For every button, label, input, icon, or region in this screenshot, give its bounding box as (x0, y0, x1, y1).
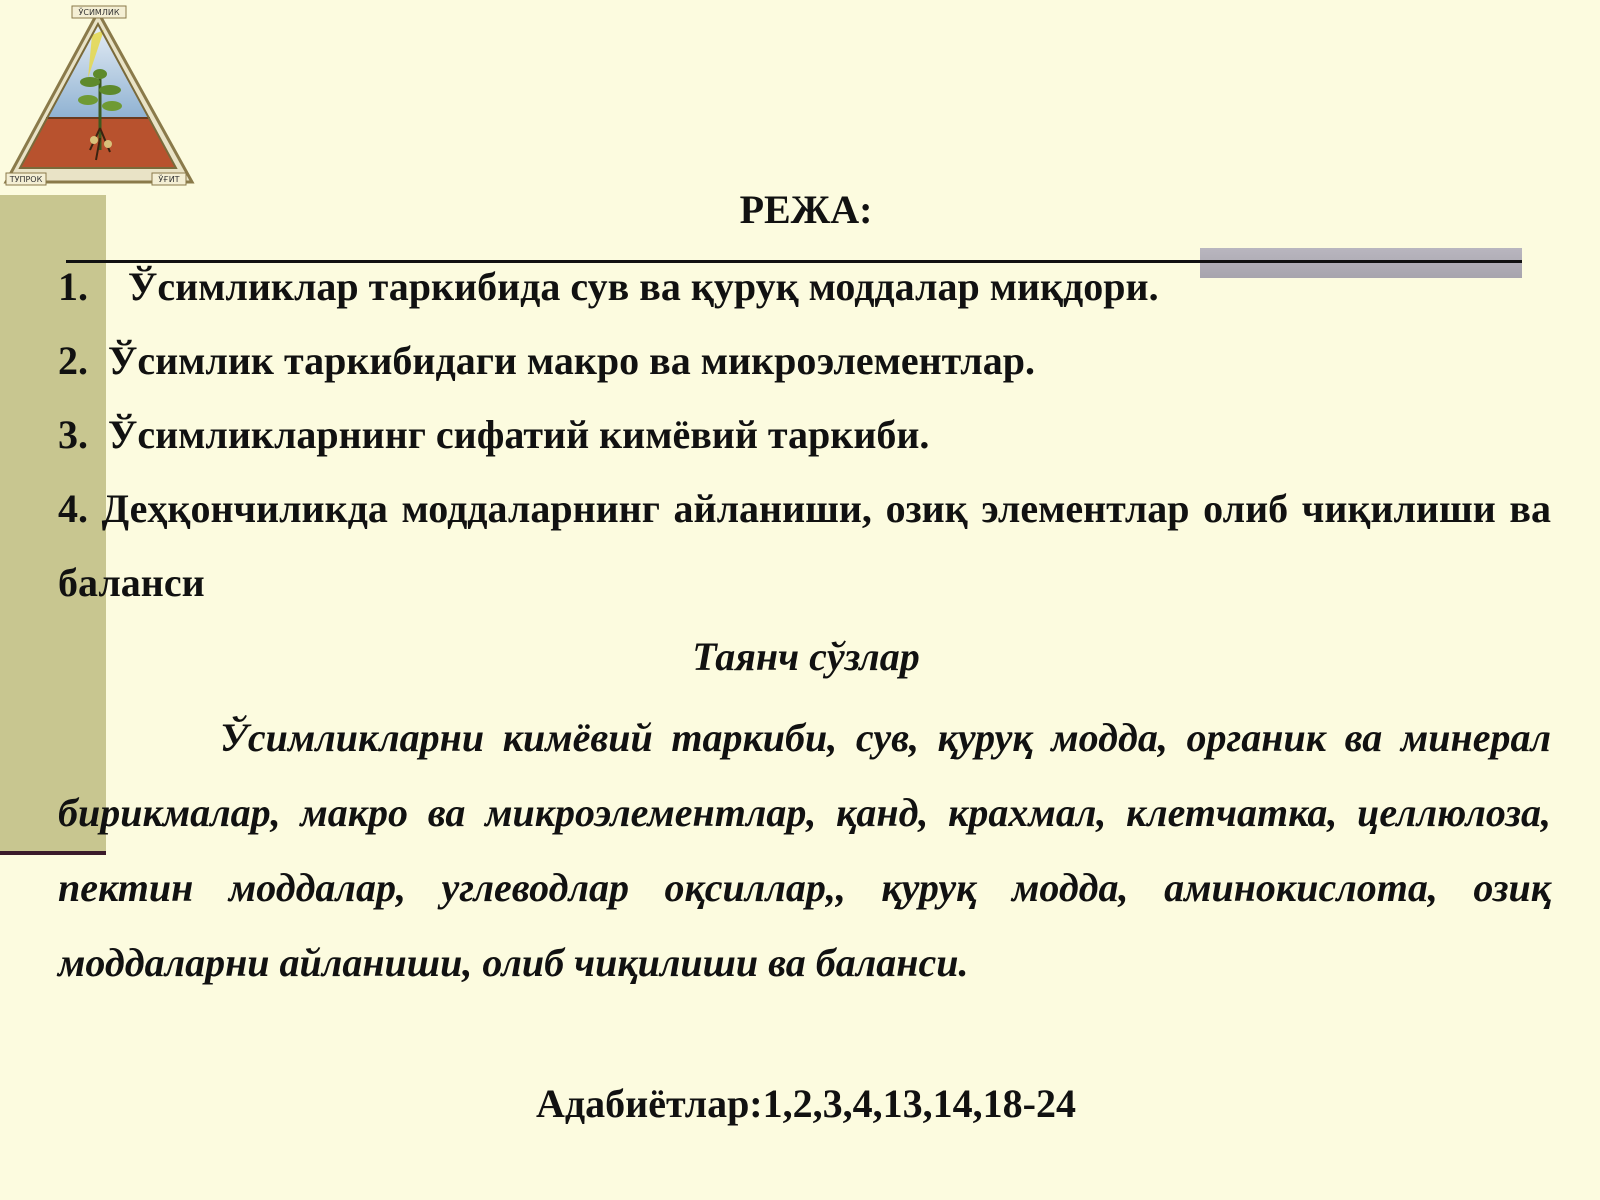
references-line: Адабиётлар:1,2,3,4,13,14,18-24 (536, 1081, 1076, 1126)
plan-item-text: Ўсимликлар таркибида сув ва қуруқ моддалар миқдори. (128, 264, 1159, 309)
logo (0, 0, 200, 195)
plan-item-number: 4. (58, 486, 88, 531)
keywords-paragraph: Ўсимликларни кимёвий таркиби, сув, қуруқ модда, органик ва минерал бирикмалар, макро ва микроэлементлар, қанд, крахмал, клетчатка, целлюлоза, пектин моддалар, углеводлар оқсиллар,, қуруқ модда, аминокислота, озиқ моддаларни айланиши, олиб чиқилиши ва баланси. (58, 715, 1551, 985)
plan-item (58, 250, 1551, 324)
logo-top-label: ЎСИМЛИК (78, 8, 120, 17)
plan-item (58, 398, 1551, 472)
plan-item (58, 472, 1551, 620)
logo-bottom-right-label: ЎҒИТ (158, 175, 180, 184)
plan-item (58, 324, 1551, 398)
keywords-heading: Таянч сўзлар (692, 634, 920, 679)
plan-item-text: Деҳқончиликда моддаларнинг айланиши, озиқ элементлар олиб чиқилиши ва баланси (58, 486, 1551, 605)
plan-item-number: 3. (58, 412, 88, 457)
page-title: РЕЖА: (739, 187, 873, 232)
logo-bottom-left-label: ТУПРОК (9, 175, 43, 184)
plan-item-text: Ўсимлик таркибидаги макро ва микроэлементлар. (108, 338, 1035, 383)
plan-item-number: 2. (58, 338, 88, 383)
plant-soil-triangle-icon (0, 0, 200, 195)
plan-item-number: 1. (58, 264, 88, 309)
plan-item-text: Ўсимликларнинг сифатий кимёвий таркиби. (108, 412, 930, 457)
